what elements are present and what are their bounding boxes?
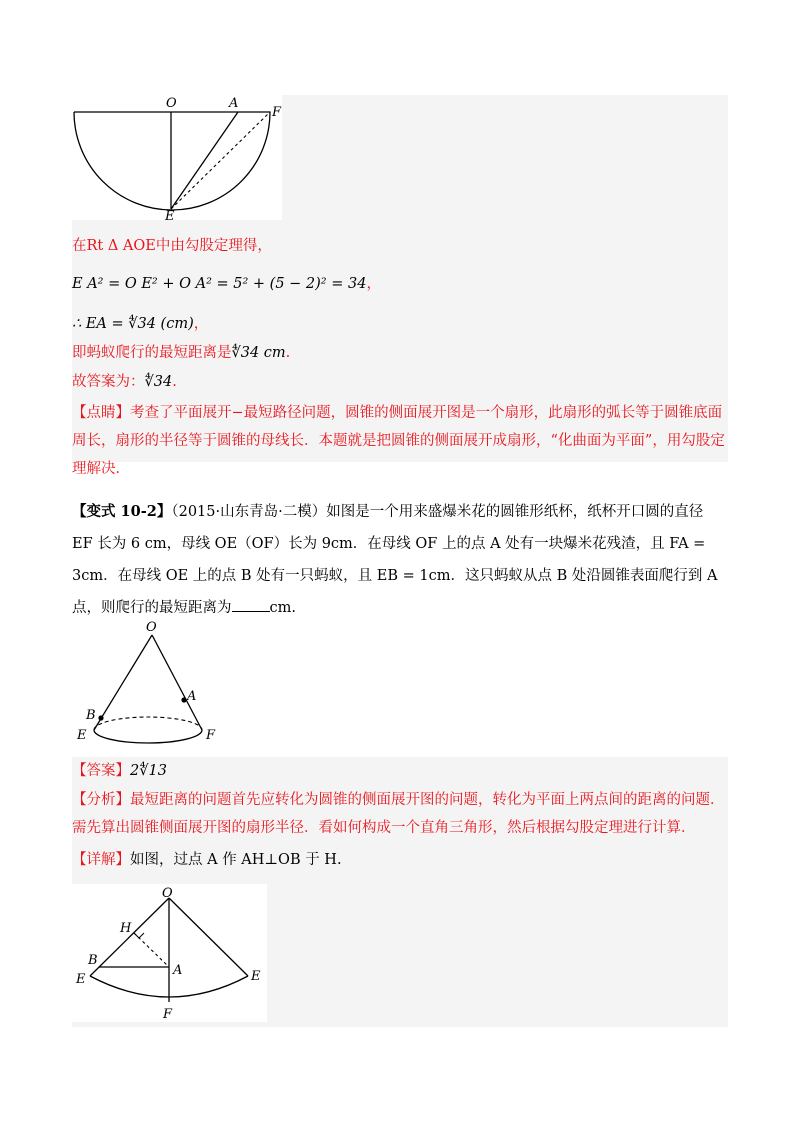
equation-1-tail: ，: [366, 276, 381, 292]
problem2-text-end: cm.: [269, 600, 296, 616]
figure-cone: [72, 620, 222, 745]
figure3-label-e-left: E: [76, 972, 86, 987]
figure2-label-b: B: [86, 708, 96, 723]
solution2-detail: [72, 850, 342, 870]
figure2-label-a: A: [187, 689, 197, 704]
result-value: ∜34 cm: [231, 345, 286, 361]
figure1-label-a: A: [229, 96, 239, 111]
problem2-text: [72, 496, 728, 624]
comment-text: 考查了平面展开−最短路径问题，圆锥的侧面展开图是一个扇形，此扇形的弧长等于圆锥底面周长，扇形的半径等于圆锥的母线长．本题就是把圆锥的侧面展开成扇形，“化曲面为平面”，用勾股定理解决．: [72, 405, 725, 477]
equation-2-text: ∴ EA = ∜34 (cm): [72, 316, 194, 332]
answer2-label: 【答案】: [72, 763, 130, 779]
figure2-label-f: F: [206, 728, 216, 743]
figure3-label-a: A: [173, 963, 183, 978]
result-tail: .: [285, 345, 291, 361]
solution1-result: [72, 343, 290, 363]
solution1-equation-2: [72, 314, 208, 334]
detail-text: 如图，过点 A 作 AH⊥OB 于 H.: [130, 852, 342, 868]
solution1-intro: 在Rt Δ AOE中由勾股定理得，: [72, 238, 272, 254]
figure3-label-o: O: [162, 886, 173, 901]
solution1-equation-1: [72, 274, 381, 294]
detail-label: 【详解】: [72, 852, 130, 868]
figure-semicircle: [72, 95, 282, 220]
figure1-label-f: F: [272, 105, 282, 120]
solution2-answer: [72, 761, 167, 781]
figure1-label-e: E: [165, 209, 175, 220]
figure-sector: [72, 884, 267, 1022]
equation-1-text: E A² = O E² + O A² = 5² + (5 − 2)² = 34: [72, 276, 367, 292]
solution1-comment: [72, 399, 728, 483]
answer-value: ∜34: [144, 374, 173, 390]
answer-tail: .: [172, 374, 177, 390]
problem2-label: 【变式 10-2】: [72, 503, 172, 520]
comment-label: 【点睛】: [72, 405, 130, 421]
figure3-label-h: H: [120, 921, 132, 936]
answer-prefix: 故答案为：: [72, 374, 145, 390]
solution1-answer: [72, 372, 177, 392]
result-prefix: 即蚂蚁爬行的最短距离是: [72, 345, 232, 361]
answer2-value: 2∜13: [130, 763, 167, 779]
analysis-label: 【分析】: [72, 792, 130, 808]
analysis-text: 最短距离的问题首先应转化为圆锥的侧面展开图的问题，转化为平面上两点间的距离的问题．需先算出圆锥侧面展开图的扇形半径．看如何构成一个直角三角形，然后根据勾股定理进行计算．: [72, 792, 725, 836]
equation-2-tail: ，: [193, 316, 209, 332]
answer-blank: [232, 597, 270, 612]
problem2-body: 如图是一个用来盛爆米花的圆锥形纸杯，纸杯开口圆的直径 EF 长为 6 cm，母线 OE（OF）长为 9cm．在母线 OF 上的点 A 处有一块爆米花残渣，且 FA = 3cm．在母线 OE 上的点 B 处有一只蚂蚁，且 EB = 1cm．这只蚂蚁从点 B 处沿圆锥表面爬行到 A 点，则爬行的最短距离为: [72, 504, 718, 616]
solution2-analysis: [72, 786, 728, 842]
figure3-label-b: B: [88, 953, 98, 968]
figure2-label-o: O: [146, 620, 157, 635]
figure1-label-o: O: [166, 96, 177, 111]
figure3-label-f: F: [163, 1007, 173, 1022]
figure3-label-e-right: E: [251, 969, 261, 984]
problem2-source: （2015·山东青岛·二模）: [171, 504, 327, 520]
figure2-label-e: E: [77, 728, 87, 743]
